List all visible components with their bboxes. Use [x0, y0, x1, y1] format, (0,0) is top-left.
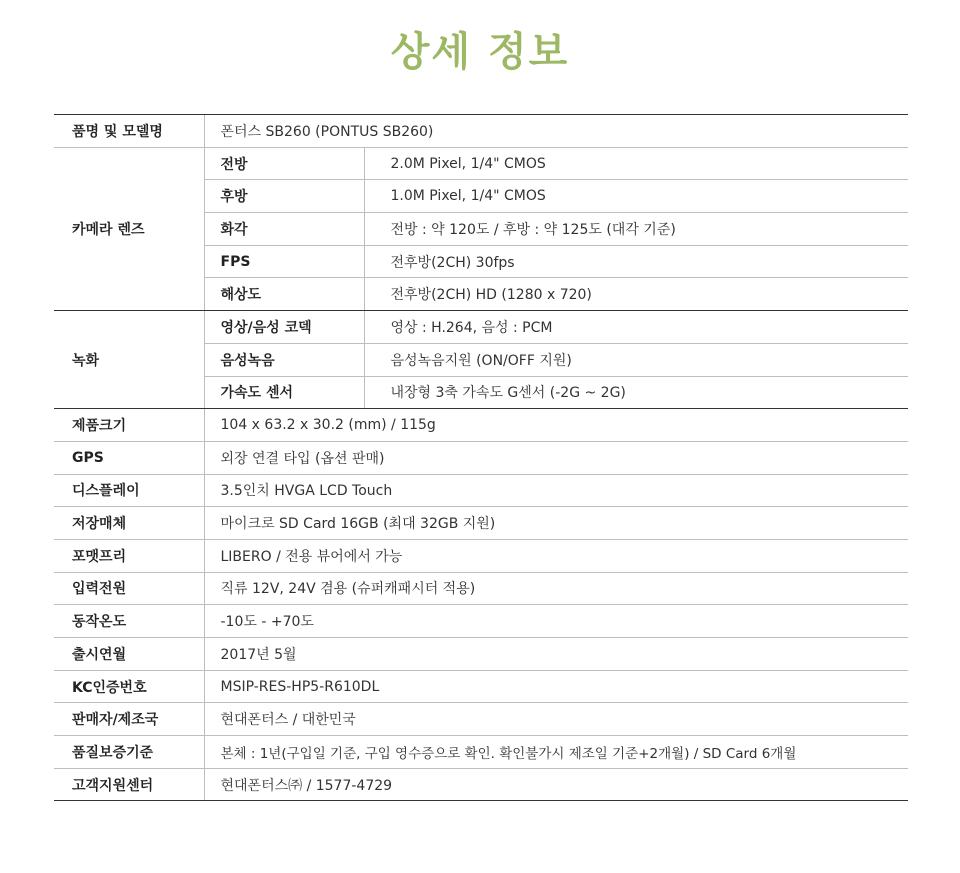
row-value: 전후방(2CH) HD (1280 x 720)	[364, 278, 908, 311]
sub-label: FPS	[204, 245, 364, 278]
table-row	[54, 736, 908, 769]
row-label: 포맷프리	[54, 539, 204, 572]
row-label: 동작온도	[54, 605, 204, 638]
sub-label: 후방	[204, 180, 364, 213]
sub-label: 전방	[204, 147, 364, 180]
table-row	[54, 507, 908, 540]
table-row	[54, 147, 908, 180]
row-label: GPS	[54, 441, 204, 474]
table-row	[54, 638, 908, 671]
row-value: 현대폰터스 / 대한민국	[204, 703, 908, 736]
sub-label: 영상/음성 코덱	[204, 311, 364, 344]
row-value: 외장 연결 타입 (옵션 판매)	[204, 441, 908, 474]
row-label: 녹화	[54, 311, 204, 409]
row-label: 디스플레이	[54, 474, 204, 507]
row-value: 내장형 3축 가속도 G센서 (-2G ~ 2G)	[364, 376, 908, 409]
sub-label: 해상도	[204, 278, 364, 311]
row-label: 입력전원	[54, 572, 204, 605]
row-value: 전후방(2CH) 30fps	[364, 245, 908, 278]
table-row	[54, 441, 908, 474]
row-label: KC인증번호	[54, 670, 204, 703]
row-value: 현대폰터스㈜ / 1577-4729	[204, 768, 908, 801]
row-label: 저장매체	[54, 507, 204, 540]
row-value: 104 x 63.2 x 30.2 (mm) / 115g	[204, 409, 908, 442]
table-row	[54, 703, 908, 736]
row-value: 전방 : 약 120도 / 후방 : 약 125도 (대각 기준)	[364, 213, 908, 246]
row-value: 3.5인치 HVGA LCD Touch	[204, 474, 908, 507]
row-value: 본체 : 1년(구입일 기준, 구입 영수증으로 확인. 확인불가시 제조일 기준+2개월) / SD Card 6개월	[204, 736, 908, 769]
row-value: 1.0M Pixel, 1/4" CMOS	[364, 180, 908, 213]
table-row	[54, 311, 908, 344]
table-row	[54, 605, 908, 638]
sub-label: 가속도 센서	[204, 376, 364, 409]
row-label: 품명 및 모델명	[54, 115, 204, 148]
row-label: 고객지원센터	[54, 768, 204, 801]
row-label: 제품크기	[54, 409, 204, 442]
page-title: 상세 정보	[390, 29, 570, 75]
row-label: 판매자/제조국	[54, 703, 204, 736]
table-row	[54, 409, 908, 442]
row-value: 영상 : H.264, 음성 : PCM	[364, 311, 908, 344]
row-label: 카메라 렌즈	[54, 147, 204, 310]
table-row	[54, 670, 908, 703]
row-value: MSIP-RES-HP5-R610DL	[204, 670, 908, 703]
row-value: 직류 12V, 24V 겸용 (슈퍼캐패시터 적용)	[204, 572, 908, 605]
row-value: 마이크로 SD Card 16GB (최대 32GB 지원)	[204, 507, 908, 540]
table-row	[54, 572, 908, 605]
table-row	[54, 115, 908, 148]
table-row	[54, 768, 908, 801]
sub-label: 화각	[204, 213, 364, 246]
row-value: 2017년 5월	[204, 638, 908, 671]
spec-table	[54, 114, 908, 801]
row-label: 출시연월	[54, 638, 204, 671]
row-label: 품질보증기준	[54, 736, 204, 769]
table-row	[54, 474, 908, 507]
row-value: LIBERO / 전용 뷰어에서 가능	[204, 539, 908, 572]
row-value: 2.0M Pixel, 1/4" CMOS	[364, 147, 908, 180]
row-value: 폰터스 SB260 (PONTUS SB260)	[204, 115, 908, 148]
row-value: 음성녹음지원 (ON/OFF 지원)	[364, 343, 908, 376]
sub-label: 음성녹음	[204, 343, 364, 376]
row-value: -10도 - +70도	[204, 605, 908, 638]
table-row	[54, 539, 908, 572]
